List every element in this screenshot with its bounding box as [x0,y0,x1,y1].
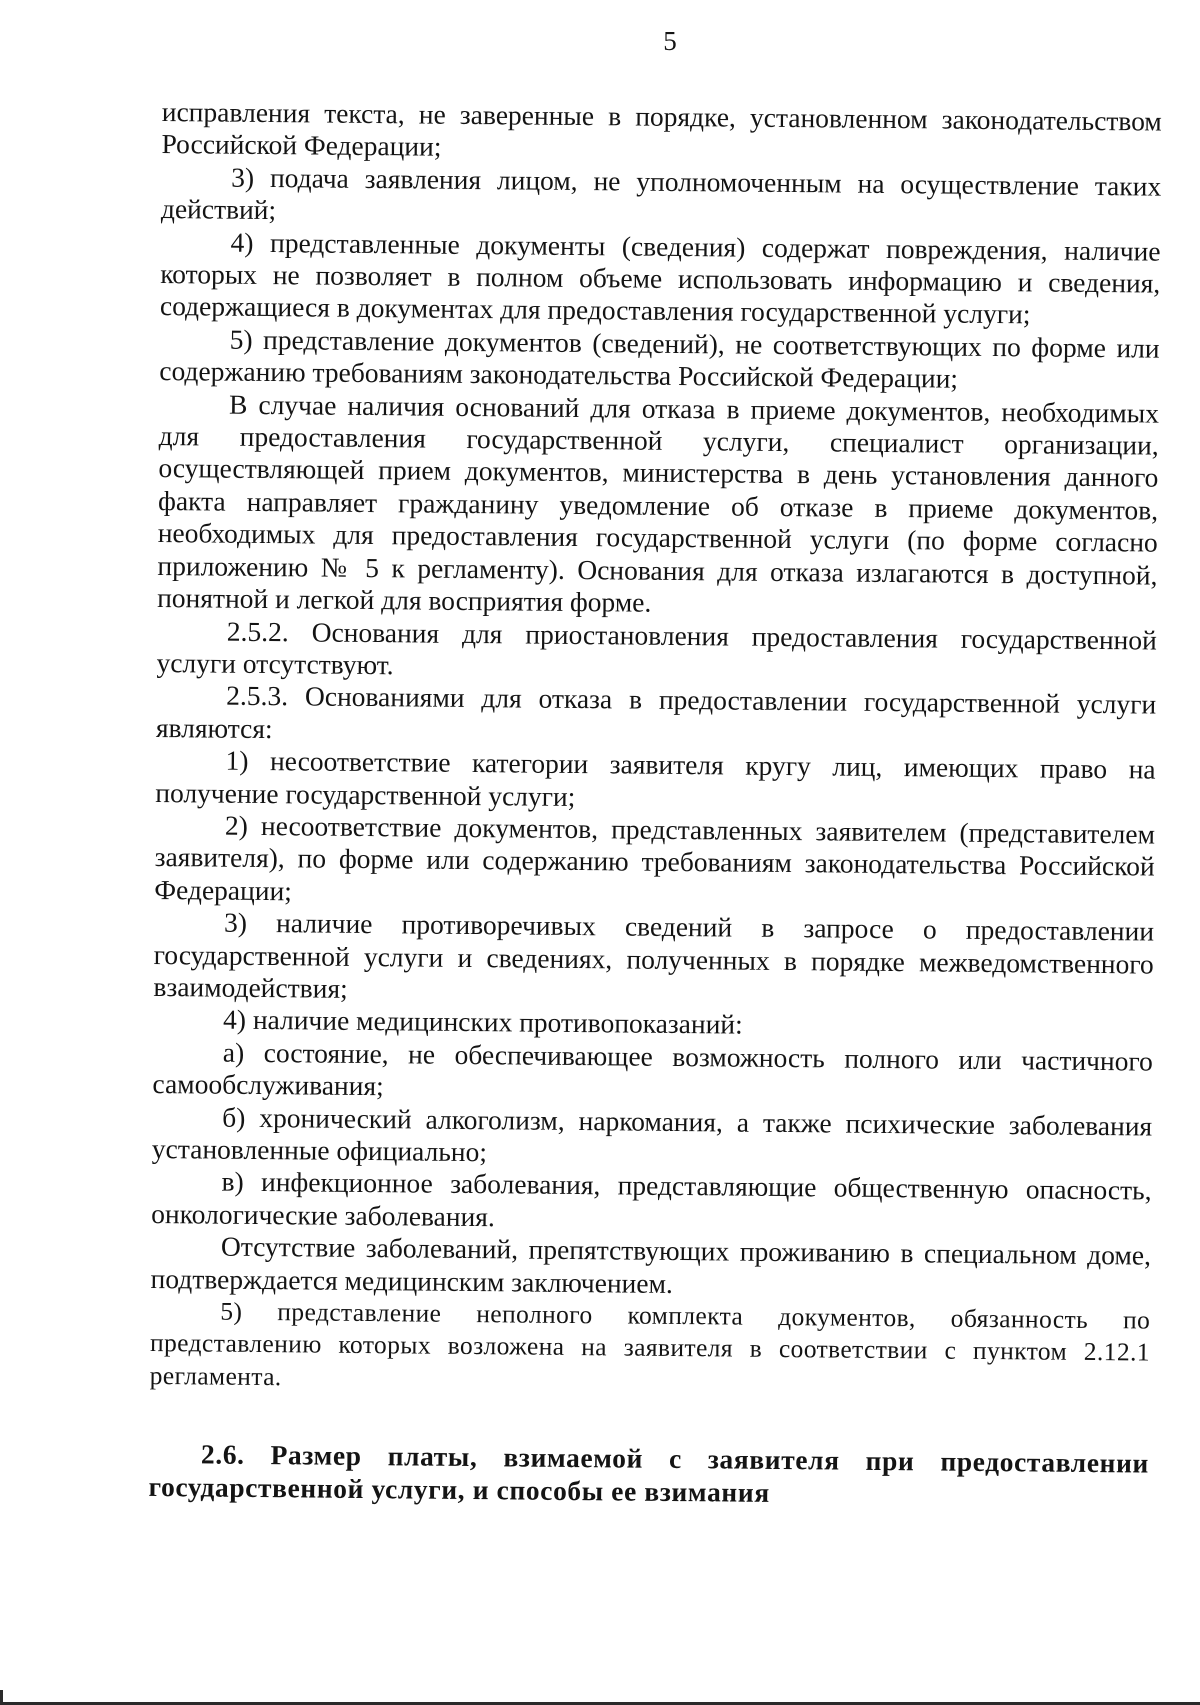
refusal-ground-2: 2) несоответствие документов, представленных заявителем (представителем заявителя), по форме или содержанию требованиям законодательства Российской Федерации; [154,809,1156,907]
list-item-3: 3) подача заявления лицом, не уполномоченным на осуществление таких действий; [160,161,1162,226]
paragraph-refusal-notice: В случае наличия оснований для отказа в приеме документов, необходимых для предоставления государственной услуги, специалист организации, осуществляющей прием документов, министерства в день установления данного факта направляет гражданину уведомление об отказе в приеме документов, необходимых для предоставления государственной услуги (по форме согласно приложению № 5 к регламенту). Основания для отказа излагаются в доступной, понятной и легкой для восприятия форме. [157,388,1160,618]
clause-2-5-3: 2.5.3. Основаниями для отказа в предоставлении государственной услуги являются: [155,679,1157,744]
document-body [148,96,1161,1513]
clause-2-5-2: 2.5.2. Основания для приостановления предоставления государственной услуги отсутствуют. [156,615,1157,681]
contraindication-a: а) состояние, не обеспечивающее возможность полного или частичного самообслуживания; [152,1036,1153,1102]
refusal-ground-4: 4) наличие медицинских противопоказаний: [222,1004,743,1040]
contraindication-b: б) хронический алкоголизм, наркомания, а также психические заболевания установленные официально; [151,1101,1153,1168]
paragraph-continuation: исправления текста, не заверенные в порядке, установленном законодательством Российской Федерации; [161,96,1162,163]
section-heading-2-6: 2.6. Размер платы, взимаемой с заявителя при предоставлении государственной услуги, и способы ее взимания [148,1438,1150,1508]
page-number: 5 [663,26,677,56]
refusal-ground-1: 1) несоответствие категории заявителя кругу лиц, имеющих право на получение государственной услуги; [155,744,1156,812]
list-item-4: 4) представленные документы (сведения) содержат повреждения, наличие которых не позволяет в полном объеме использовать информацию и сведения, содержащиеся в документах для предоставления государственной услуги; [159,226,1161,330]
contraindication-c: в) инфекционное заболевания, представляющие общественную опасность, онкологические заболевания. [151,1166,1152,1233]
refusal-ground-3: 3) наличие противоречивых сведений в запросе о предоставлении государственной услуги и сведениях, полученных в порядке межведомственного взаимодействия; [153,906,1155,1004]
list-item-5: 5) представление документов (сведений), не соответствующих по форме или содержанию требованиям законодательства Российской Федерации; [159,323,1160,394]
scan-edge-left [0,1690,3,1705]
medical-certificate-paragraph: Отсутствие заболеваний, препятствующих проживанию в специальном доме, подтверждается медицинским заключением. [150,1230,1152,1299]
refusal-ground-5: 5) представление неполного комплекта документов, обязанность по представлению которых возложена на заявителя в соответствии с пунктом 2.12.1 регламента. [149,1296,1151,1392]
